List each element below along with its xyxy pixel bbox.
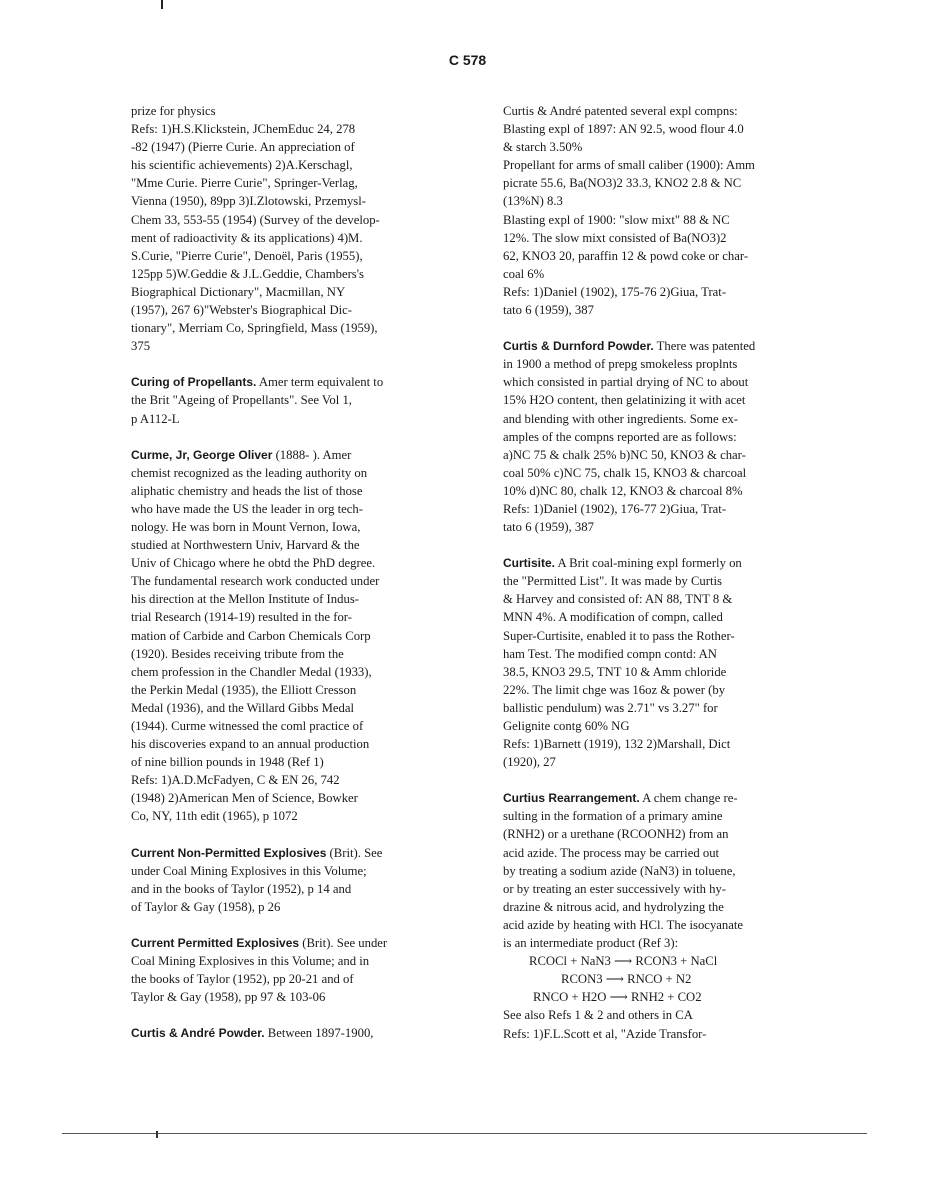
line-text: tionary", Merriam Co, Springfield, Mass (1959), — [131, 321, 378, 336]
text-line — [131, 247, 463, 265]
line-text: drazine & nitrous acid, and hydrolyzing the — [503, 899, 724, 914]
line-text: MNN 4%. A modification of compn, called — [503, 610, 723, 625]
line-text: Biographical Dictionary", Macmillan, NY — [131, 284, 346, 299]
text-line — [131, 391, 463, 409]
text-line — [503, 916, 833, 934]
page-number: C 578 — [448, 52, 487, 68]
line-text: The fundamental research work conducted under — [131, 574, 380, 589]
text-line — [503, 952, 833, 970]
text-line — [503, 825, 833, 843]
text-line — [503, 862, 833, 880]
line-text: (1948) 2)American Men of Science, Bowker — [131, 791, 358, 806]
entry-heading-line — [131, 934, 463, 952]
entry-heading-line — [131, 844, 463, 862]
text-line — [503, 699, 833, 717]
line-text: aliphatic chemistry and heads the list of those — [131, 483, 363, 498]
line-text: (Brit). See — [326, 845, 383, 860]
text-line — [503, 391, 833, 409]
line-text: the "Permitted List". It was made by Curtis — [503, 574, 722, 589]
line-text: of nine billion pounds in 1948 (Ref 1) — [131, 755, 324, 770]
text-line — [503, 301, 833, 319]
line-text: is an intermediate product (Ref 3): — [503, 936, 679, 951]
text-line — [131, 681, 463, 699]
text-line — [503, 988, 833, 1006]
line-text: Propellant for arms of small caliber (1900): Amm — [503, 158, 755, 173]
entry-heading: Curing of Propellants. — [131, 375, 257, 390]
line-text: Co, NY, 11th edit (1965), p 1072 — [131, 809, 298, 824]
text-line — [131, 536, 463, 554]
line-text: coal 6% — [503, 266, 545, 281]
line-text: 375 — [131, 339, 151, 354]
text-line — [131, 102, 463, 120]
footer-tick — [156, 1131, 158, 1138]
line-text: Refs: 1)F.L.Scott et al, "Azide Transfor- — [503, 1026, 707, 1041]
entry-heading-line — [503, 337, 833, 355]
line-text: RNCO + H2O ⟶ RNH2 + CO2 — [533, 990, 702, 1005]
text-line — [503, 174, 833, 192]
text-line — [503, 663, 833, 681]
text-line — [131, 283, 463, 301]
text-line — [131, 554, 463, 572]
text-line — [503, 572, 833, 590]
line-text: 22%. The limit chge was 16oz & power (by — [503, 682, 726, 697]
text-line — [503, 410, 833, 428]
line-text: or by treating an ester successively with hy- — [503, 881, 727, 896]
line-text: tato 6 (1959), 387 — [503, 520, 594, 535]
text-line — [503, 138, 833, 156]
text-line — [503, 373, 833, 391]
line-text: (RNH2) or a urethane (RCOONH2) from an — [503, 827, 729, 842]
line-text: Vienna (1950), 89pp 3)I.Zlotowski, Przemysl- — [131, 194, 366, 209]
line-text: (13%N) 8.3 — [503, 194, 563, 209]
line-text: -82 (1947) (Pierre Curie. An appreciation of — [131, 140, 355, 155]
text-line — [131, 735, 463, 753]
text-line — [503, 102, 833, 120]
line-text: which consisted in partial drying of NC to about — [503, 375, 749, 390]
line-text: coal 50% c)NC 75, chalk 15, KNO3 & charcoal — [503, 465, 747, 480]
line-text: Refs: 1)Daniel (1902), 176-77 2)Giua, Trat- — [503, 501, 727, 516]
line-text: in 1900 a method of prepg smokeless proplnts — [503, 357, 738, 372]
text-line — [503, 500, 833, 518]
text-line — [131, 138, 463, 156]
line-text: Gelignite contg 60% NG — [503, 719, 630, 733]
line-text: picrate 55.6, Ba(NO3)2 33.3, KNO2 2.8 & NC — [503, 176, 742, 191]
line-text: & starch 3.50% — [503, 140, 583, 155]
line-text: ment of radioactivity & its applications) 4)M. — [131, 230, 363, 245]
line-text: 15% H2O content, then gelatinizing it with acet — [503, 393, 746, 408]
line-text: Curtis & André patented several expl compns: — [503, 104, 738, 118]
entry-heading: Curtisite. — [503, 556, 556, 571]
text-line — [131, 464, 463, 482]
text-line — [131, 572, 463, 590]
line-text: (1944). Curme witnessed the coml practice of — [131, 719, 364, 733]
text-line — [131, 807, 463, 825]
line-text: prize for physics — [131, 104, 216, 118]
text-line — [131, 192, 463, 210]
line-text: RCOCl + NaN3 ⟶ RCON3 + NaCl — [529, 954, 718, 969]
line-text: Taylor & Gay (1958), pp 97 & 103-06 — [131, 990, 326, 1005]
line-text: his scientific achievements) 2)A.Kerschagl, — [131, 158, 353, 173]
entry-heading: Curtis & André Powder. — [131, 1026, 265, 1041]
line-text: of Taylor & Gay (1958), p 26 — [131, 899, 281, 914]
text-line — [131, 771, 463, 789]
line-text: and in the books of Taylor (1952), p 14 and — [131, 881, 352, 896]
text-line — [503, 807, 833, 825]
text-line — [131, 319, 463, 337]
text-line — [131, 174, 463, 192]
line-text: studied at Northwestern Univ, Harvard & the — [131, 538, 360, 553]
line-text: a)NC 75 & chalk 25% b)NC 50, KNO3 & char- — [503, 447, 746, 462]
line-text: Blasting expl of 1897: AN 92.5, wood flour 4.0 — [503, 122, 744, 137]
line-text: 62, KNO3 20, paraffin 12 & powd coke or char- — [503, 248, 749, 263]
text-line — [503, 880, 833, 898]
line-text: Refs: 1)Daniel (1902), 175-76 2)Giua, Trat- — [503, 284, 727, 299]
line-text: Super-Curtisite, enabled it to pass the Rother- — [503, 628, 735, 643]
right-column — [503, 102, 833, 1043]
text-line — [131, 410, 463, 428]
line-text: Refs: 1)A.D.McFadyen, C & EN 26, 742 — [131, 773, 340, 788]
text-line — [131, 500, 463, 518]
entry-heading-line — [503, 789, 833, 807]
line-text: under Coal Mining Explosives in this Volume; — [131, 863, 367, 878]
line-text: 10% d)NC 80, chalk 12, KNO3 & charcoal 8% — [503, 483, 743, 498]
entry-heading-line — [131, 1024, 463, 1042]
text-line — [131, 608, 463, 626]
top-margin-tick — [161, 0, 163, 9]
text-line — [503, 482, 833, 500]
text-line — [503, 645, 833, 663]
text-line — [503, 192, 833, 210]
line-text: (1957), 267 6)"Webster's Biographical Dic- — [131, 303, 353, 318]
text-line — [503, 717, 833, 735]
text-line — [131, 862, 463, 880]
text-line — [503, 211, 833, 229]
line-text: sulting in the formation of a primary amine — [503, 809, 723, 824]
line-text: his discoveries expand to an annual production — [131, 737, 370, 752]
text-line — [131, 952, 463, 970]
line-text: A Brit coal-mining expl formerly on — [555, 556, 742, 571]
line-text: nology. He was born in Mount Vernon, Iowa, — [131, 519, 361, 534]
line-text: Blasting expl of 1900: "slow mixt" 88 & NC — [503, 212, 730, 227]
text-line — [503, 681, 833, 699]
line-text: RCON3 ⟶ RNCO + N2 — [561, 972, 692, 987]
line-text: mation of Carbide and Carbon Chemicals Corp — [131, 628, 371, 643]
entry-heading-line — [503, 554, 833, 572]
text-line — [131, 482, 463, 500]
entry-heading: Curtius Rearrangement. — [503, 791, 640, 806]
line-text: 38.5, KNO3 29.5, TNT 10 & Amm chloride — [503, 664, 727, 679]
text-line — [131, 337, 463, 355]
line-text: Coal Mining Explosives in this Volume; and in — [131, 954, 370, 969]
line-text: his direction at the Mellon Institute of Indus- — [131, 592, 359, 607]
entry-heading: Curtis & Durnford Powder. — [503, 339, 654, 354]
line-text: 12%. The slow mixt consisted of Ba(NO3)2 — [503, 230, 727, 245]
line-text: (Brit). See under — [299, 935, 388, 950]
text-line — [131, 789, 463, 807]
text-line — [503, 428, 833, 446]
text-line — [131, 518, 463, 536]
line-text: Medal (1936), and the Willard Gibbs Medal — [131, 700, 354, 715]
text-line — [503, 753, 833, 771]
text-line — [131, 590, 463, 608]
line-text: Between 1897-1900, — [264, 1026, 374, 1041]
text-line — [131, 120, 463, 138]
line-text: the Perkin Medal (1935), the Elliott Cresson — [131, 682, 357, 697]
line-text: tato 6 (1959), 387 — [503, 303, 594, 318]
text-line — [503, 265, 833, 283]
line-text: ballistic pendulum) was 2.71" vs 3.27" for — [503, 700, 718, 715]
text-line — [503, 844, 833, 862]
line-text: ham Test. The modified compn contd: AN — [503, 646, 717, 661]
line-text: amples of the compns reported are as follows: — [503, 429, 737, 444]
text-line — [503, 627, 833, 645]
entry-heading: Curme, Jr, George Oliver — [131, 447, 273, 462]
line-text: and blending with other ingredients. Some ex- — [503, 411, 739, 426]
text-line — [503, 229, 833, 247]
line-text: (1888- ). Amer — [272, 447, 352, 462]
entry-heading: Current Non-Permitted Explosives — [131, 845, 327, 860]
text-line — [503, 120, 833, 138]
text-line — [131, 627, 463, 645]
text-line — [131, 898, 463, 916]
text-line — [131, 753, 463, 771]
line-text: who have made the US the leader in org tech- — [131, 501, 363, 516]
line-text: Chem 33, 553-55 (1954) (Survey of the develop- — [131, 212, 380, 227]
line-text: Refs: 1)Barnett (1919), 132 2)Marshall, Dict — [503, 737, 731, 752]
line-text: chem profession in the Chandler Medal (1933), — [131, 664, 372, 679]
line-text: acid azide by heating with HCl. The isocyanate — [503, 917, 744, 932]
text-line — [503, 1006, 833, 1024]
text-line — [503, 1025, 833, 1043]
text-line — [503, 608, 833, 626]
text-line — [503, 898, 833, 916]
text-line — [131, 663, 463, 681]
text-line — [131, 880, 463, 898]
text-line — [131, 970, 463, 988]
entry-heading: Current Permitted Explosives — [131, 935, 300, 950]
footer-rule — [62, 1133, 867, 1134]
line-text: & Harvey and consisted of: AN 88, TNT 8 & — [503, 592, 733, 607]
line-text: S.Curie, "Pierre Curie", Denoël, Paris (1955), — [131, 248, 363, 263]
text-line — [131, 717, 463, 735]
text-line — [131, 265, 463, 283]
line-text: chemist recognized as the leading authority on — [131, 465, 368, 480]
text-line — [503, 735, 833, 753]
text-line — [131, 645, 463, 663]
text-line — [503, 590, 833, 608]
line-text: "Mme Curie. Pierre Curie", Springer-Verlag, — [131, 176, 358, 191]
entry-heading-line — [131, 373, 463, 391]
line-text: the books of Taylor (1952), pp 20-21 and of — [131, 972, 354, 987]
line-text: Refs: 1)H.S.Klickstein, JChemEduc 24, 278 — [131, 122, 356, 137]
text-line — [503, 518, 833, 536]
text-line — [503, 970, 833, 988]
text-line — [131, 211, 463, 229]
line-text: A chem change re- — [639, 791, 738, 806]
line-text: by treating a sodium azide (NaN3) in toluene, — [503, 863, 736, 878]
text-line — [131, 301, 463, 319]
line-text: See also Refs 1 & 2 and others in CA — [503, 1008, 693, 1023]
text-line — [503, 355, 833, 373]
text-line — [503, 446, 833, 464]
line-text: 125pp 5)W.Geddie & J.L.Geddie, Chambers's — [131, 266, 364, 281]
text-line — [503, 283, 833, 301]
left-column — [131, 102, 463, 1042]
text-line — [503, 934, 833, 952]
entry-heading-line — [131, 446, 463, 464]
line-text: Amer term equivalent to — [256, 375, 384, 390]
text-line — [131, 229, 463, 247]
line-text: There was patented — [653, 339, 756, 354]
text-line — [503, 156, 833, 174]
line-text: (1920). Besides receiving tribute from the — [131, 646, 344, 661]
text-line — [131, 156, 463, 174]
line-text: the Brit "Ageing of Propellants". See Vol 1, — [131, 393, 352, 408]
line-text: acid azide. The process may be carried out — [503, 845, 720, 860]
line-text: (1920), 27 — [503, 755, 556, 770]
text-line — [503, 247, 833, 265]
text-line — [131, 988, 463, 1006]
text-line — [131, 699, 463, 717]
line-text: Univ of Chicago where he obtd the PhD degree. — [131, 556, 376, 571]
text-line — [503, 464, 833, 482]
line-text: p A112-L — [131, 411, 180, 426]
line-text: trial Research (1914-19) resulted in the for- — [131, 610, 352, 625]
